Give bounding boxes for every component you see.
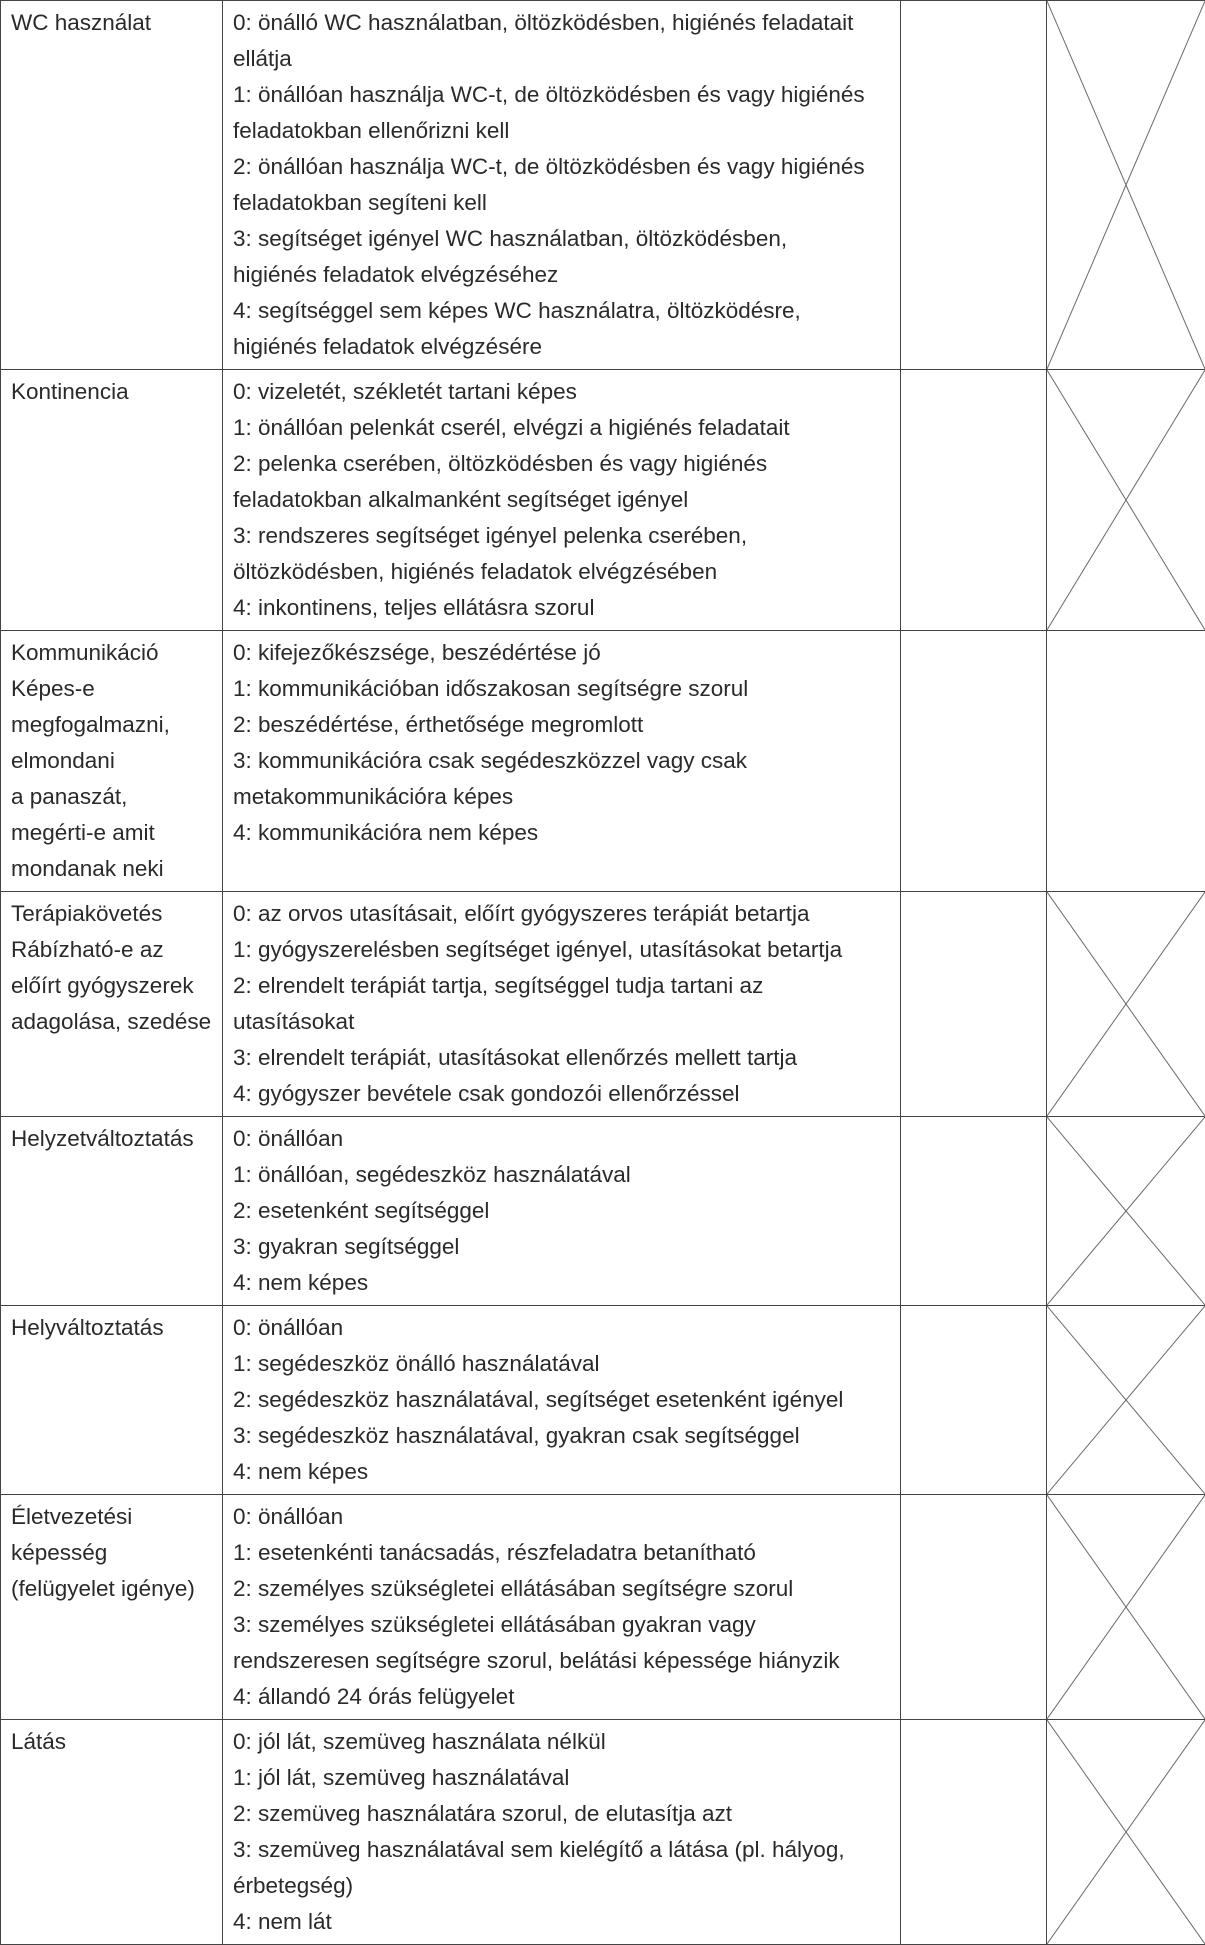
score-option-line: 4: kommunikációra nem képes bbox=[233, 815, 890, 851]
score-option-line: 0: kifejezőkészsége, beszédértése jó bbox=[233, 635, 890, 671]
score-option-line: higiénés feladatok elvégzéséhez bbox=[233, 257, 890, 293]
score-option-line: 2: pelenka cserében, öltözködésben és vagy higiénés bbox=[233, 446, 890, 482]
score-option-line: öltözködésben, higiénés feladatok elvégzésében bbox=[233, 554, 890, 590]
score-option-line: 0: az orvos utasításait, előírt gyógyszeres terápiát betartja bbox=[233, 896, 890, 932]
score-entry-cell[interactable] bbox=[901, 1306, 1047, 1495]
crossed-out-cell bbox=[1047, 1720, 1205, 1945]
assessment-row-helyzetvaltoztatas bbox=[1, 1117, 1205, 1306]
cross-out-mark bbox=[1047, 892, 1205, 1116]
score-option-line: 2: esetenként segítséggel bbox=[233, 1193, 890, 1229]
score-options bbox=[223, 1, 901, 370]
score-option-line: 3: segítséget igényel WC használatban, öltözködésben, bbox=[233, 221, 890, 257]
blank-cell bbox=[1047, 631, 1205, 892]
score-option-line: 0: önállóan bbox=[233, 1499, 890, 1535]
score-option-line: utasításokat bbox=[233, 1004, 890, 1040]
criterion-label bbox=[1, 1, 223, 370]
cross-out-mark bbox=[1047, 1720, 1205, 1944]
criterion-label-line: a panaszát, bbox=[11, 779, 212, 815]
score-options bbox=[223, 892, 901, 1117]
criterion-label bbox=[1, 1495, 223, 1720]
score-option-line: feladatokban segíteni kell bbox=[233, 185, 890, 221]
score-option-line: 4: nem képes bbox=[233, 1265, 890, 1301]
score-option-line: 3: segédeszköz használatával, gyakran csak segítséggel bbox=[233, 1418, 890, 1454]
score-option-line: higiénés feladatok elvégzésére bbox=[233, 329, 890, 365]
score-option-line: 4: segítséggel sem képes WC használatra, öltözködésre, bbox=[233, 293, 890, 329]
score-entry-cell[interactable] bbox=[901, 1, 1047, 370]
assessment-row-eletvezetesi bbox=[1, 1495, 1205, 1720]
score-options bbox=[223, 1720, 901, 1945]
score-option-line: 0: önállóan bbox=[233, 1121, 890, 1157]
score-option-line: 1: jól lát, szemüveg használatával bbox=[233, 1760, 890, 1796]
score-options bbox=[223, 1117, 901, 1306]
criterion-label-line: előírt gyógyszerek bbox=[11, 968, 212, 1004]
assessment-row-wc bbox=[1, 1, 1205, 370]
criterion-label-line: WC használat bbox=[11, 5, 212, 41]
criterion-label-line: (felügyelet igénye) bbox=[11, 1571, 212, 1607]
score-option-line: 1: segédeszköz önálló használatával bbox=[233, 1346, 890, 1382]
criterion-label-line: Látás bbox=[11, 1724, 212, 1760]
crossed-out-cell bbox=[1047, 892, 1205, 1117]
crossed-out-cell bbox=[1047, 1, 1205, 370]
cross-out-mark bbox=[1047, 1495, 1205, 1719]
score-entry-cell[interactable] bbox=[901, 1495, 1047, 1720]
criterion-label-line: képesség bbox=[11, 1535, 212, 1571]
score-option-line: 2: beszédértése, érthetősége megromlott bbox=[233, 707, 890, 743]
score-option-line: 4: állandó 24 órás felügyelet bbox=[233, 1679, 890, 1715]
score-option-line: 1: gyógyszerelésben segítséget igényel, utasításokat betartja bbox=[233, 932, 890, 968]
score-option-line: 0: önálló WC használatban, öltözködésben, higiénés feladatait bbox=[233, 5, 890, 41]
criterion-label bbox=[1, 1720, 223, 1945]
score-option-line: 0: jól lát, szemüveg használata nélkül bbox=[233, 1724, 890, 1760]
criterion-label bbox=[1, 1117, 223, 1306]
score-options bbox=[223, 370, 901, 631]
cross-out-mark bbox=[1047, 1117, 1205, 1305]
assessment-row-terapiakovetes bbox=[1, 892, 1205, 1117]
score-option-line: 1: önállóan, segédeszköz használatával bbox=[233, 1157, 890, 1193]
score-option-line: 4: nem lát bbox=[233, 1904, 890, 1940]
score-option-line: ellátja bbox=[233, 41, 890, 77]
score-option-line: 3: szemüveg használatával sem kielégítő a látása (pl. hályog, bbox=[233, 1832, 890, 1868]
score-option-line: feladatokban ellenőrizni kell bbox=[233, 113, 890, 149]
score-option-line: 3: elrendelt terápiát, utasításokat ellenőrzés mellett tartja bbox=[233, 1040, 890, 1076]
criterion-label-line: Kommunikáció bbox=[11, 635, 212, 671]
criterion-label-line: Helyzetváltoztatás bbox=[11, 1121, 212, 1157]
score-option-line: 1: esetenkénti tanácsadás, részfeladatra betanítható bbox=[233, 1535, 890, 1571]
score-entry-cell[interactable] bbox=[901, 370, 1047, 631]
assessment-row-latas bbox=[1, 1720, 1205, 1945]
score-options bbox=[223, 1306, 901, 1495]
score-option-line: 1: kommunikációban időszakosan segítségre szorul bbox=[233, 671, 890, 707]
score-option-line: 1: önállóan használja WC-t, de öltözködésben és vagy higiénés bbox=[233, 77, 890, 113]
score-option-line: 1: önállóan pelenkát cserél, elvégzi a higiénés feladatait bbox=[233, 410, 890, 446]
assessment-row-kontinencia bbox=[1, 370, 1205, 631]
score-entry-cell[interactable] bbox=[901, 892, 1047, 1117]
criterion-label bbox=[1, 1306, 223, 1495]
score-options bbox=[223, 631, 901, 892]
crossed-out-cell bbox=[1047, 1117, 1205, 1306]
criterion-label-line: mondanak neki bbox=[11, 851, 212, 887]
score-option-line: érbetegség) bbox=[233, 1868, 890, 1904]
crossed-out-cell bbox=[1047, 1495, 1205, 1720]
cross-out-mark bbox=[1047, 1306, 1205, 1494]
score-option-line: 2: elrendelt terápiát tartja, segítséggel tudja tartani az bbox=[233, 968, 890, 1004]
score-option-line: 4: inkontinens, teljes ellátásra szorul bbox=[233, 590, 890, 626]
score-option-line: 2: önállóan használja WC-t, de öltözködésben és vagy higiénés bbox=[233, 149, 890, 185]
score-option-line: 0: önállóan bbox=[233, 1310, 890, 1346]
score-option-line: 2: személyes szükségletei ellátásában segítségre szorul bbox=[233, 1571, 890, 1607]
score-option-line: 3: rendszeres segítséget igényel pelenka cserében, bbox=[233, 518, 890, 554]
crossed-out-cell bbox=[1047, 1306, 1205, 1495]
score-option-line: 2: segédeszköz használatával, segítséget esetenként igényel bbox=[233, 1382, 890, 1418]
score-option-line: 2: szemüveg használatára szorul, de elutasítja azt bbox=[233, 1796, 890, 1832]
criterion-label-line: Kontinencia bbox=[11, 374, 212, 410]
score-entry-cell[interactable] bbox=[901, 1117, 1047, 1306]
criterion-label bbox=[1, 631, 223, 892]
score-option-line: 3: gyakran segítséggel bbox=[233, 1229, 890, 1265]
score-entry-cell[interactable] bbox=[901, 631, 1047, 892]
cross-out-mark bbox=[1047, 370, 1205, 630]
score-option-line: 4: gyógyszer bevétele csak gondozói ellenőrzéssel bbox=[233, 1076, 890, 1112]
score-option-line: metakommunikációra képes bbox=[233, 779, 890, 815]
assessment-row-helyvaltoztatas bbox=[1, 1306, 1205, 1495]
criterion-label-line: Rábízható-e az bbox=[11, 932, 212, 968]
criterion-label-line: Terápiakövetés bbox=[11, 896, 212, 932]
score-entry-cell[interactable] bbox=[901, 1720, 1047, 1945]
criterion-label bbox=[1, 892, 223, 1117]
crossed-out-cell bbox=[1047, 370, 1205, 631]
criterion-label-line: elmondani bbox=[11, 743, 212, 779]
score-option-line: feladatokban alkalmanként segítséget igényel bbox=[233, 482, 890, 518]
score-option-line: 4: nem képes bbox=[233, 1454, 890, 1490]
criterion-label-line: Helyváltoztatás bbox=[11, 1310, 212, 1346]
score-option-line: 0: vizeletét, székletét tartani képes bbox=[233, 374, 890, 410]
criterion-label-line: adagolása, szedése bbox=[11, 1004, 212, 1040]
score-option-line: 3: kommunikációra csak segédeszközzel vagy csak bbox=[233, 743, 890, 779]
criterion-label-line: Életvezetési bbox=[11, 1499, 212, 1535]
assessment-table-body bbox=[1, 1, 1205, 1945]
criterion-label-line: megfogalmazni, bbox=[11, 707, 212, 743]
criterion-label-line: Képes-e bbox=[11, 671, 212, 707]
score-options bbox=[223, 1495, 901, 1720]
criterion-label bbox=[1, 370, 223, 631]
assessment-row-kommunikacio bbox=[1, 631, 1205, 892]
cross-out-mark bbox=[1047, 1, 1205, 369]
score-option-line: 3: személyes szükségletei ellátásában gyakran vagy bbox=[233, 1607, 890, 1643]
criterion-label-line: megérti-e amit bbox=[11, 815, 212, 851]
score-option-line: rendszeresen segítségre szorul, belátási képessége hiányzik bbox=[233, 1643, 890, 1679]
